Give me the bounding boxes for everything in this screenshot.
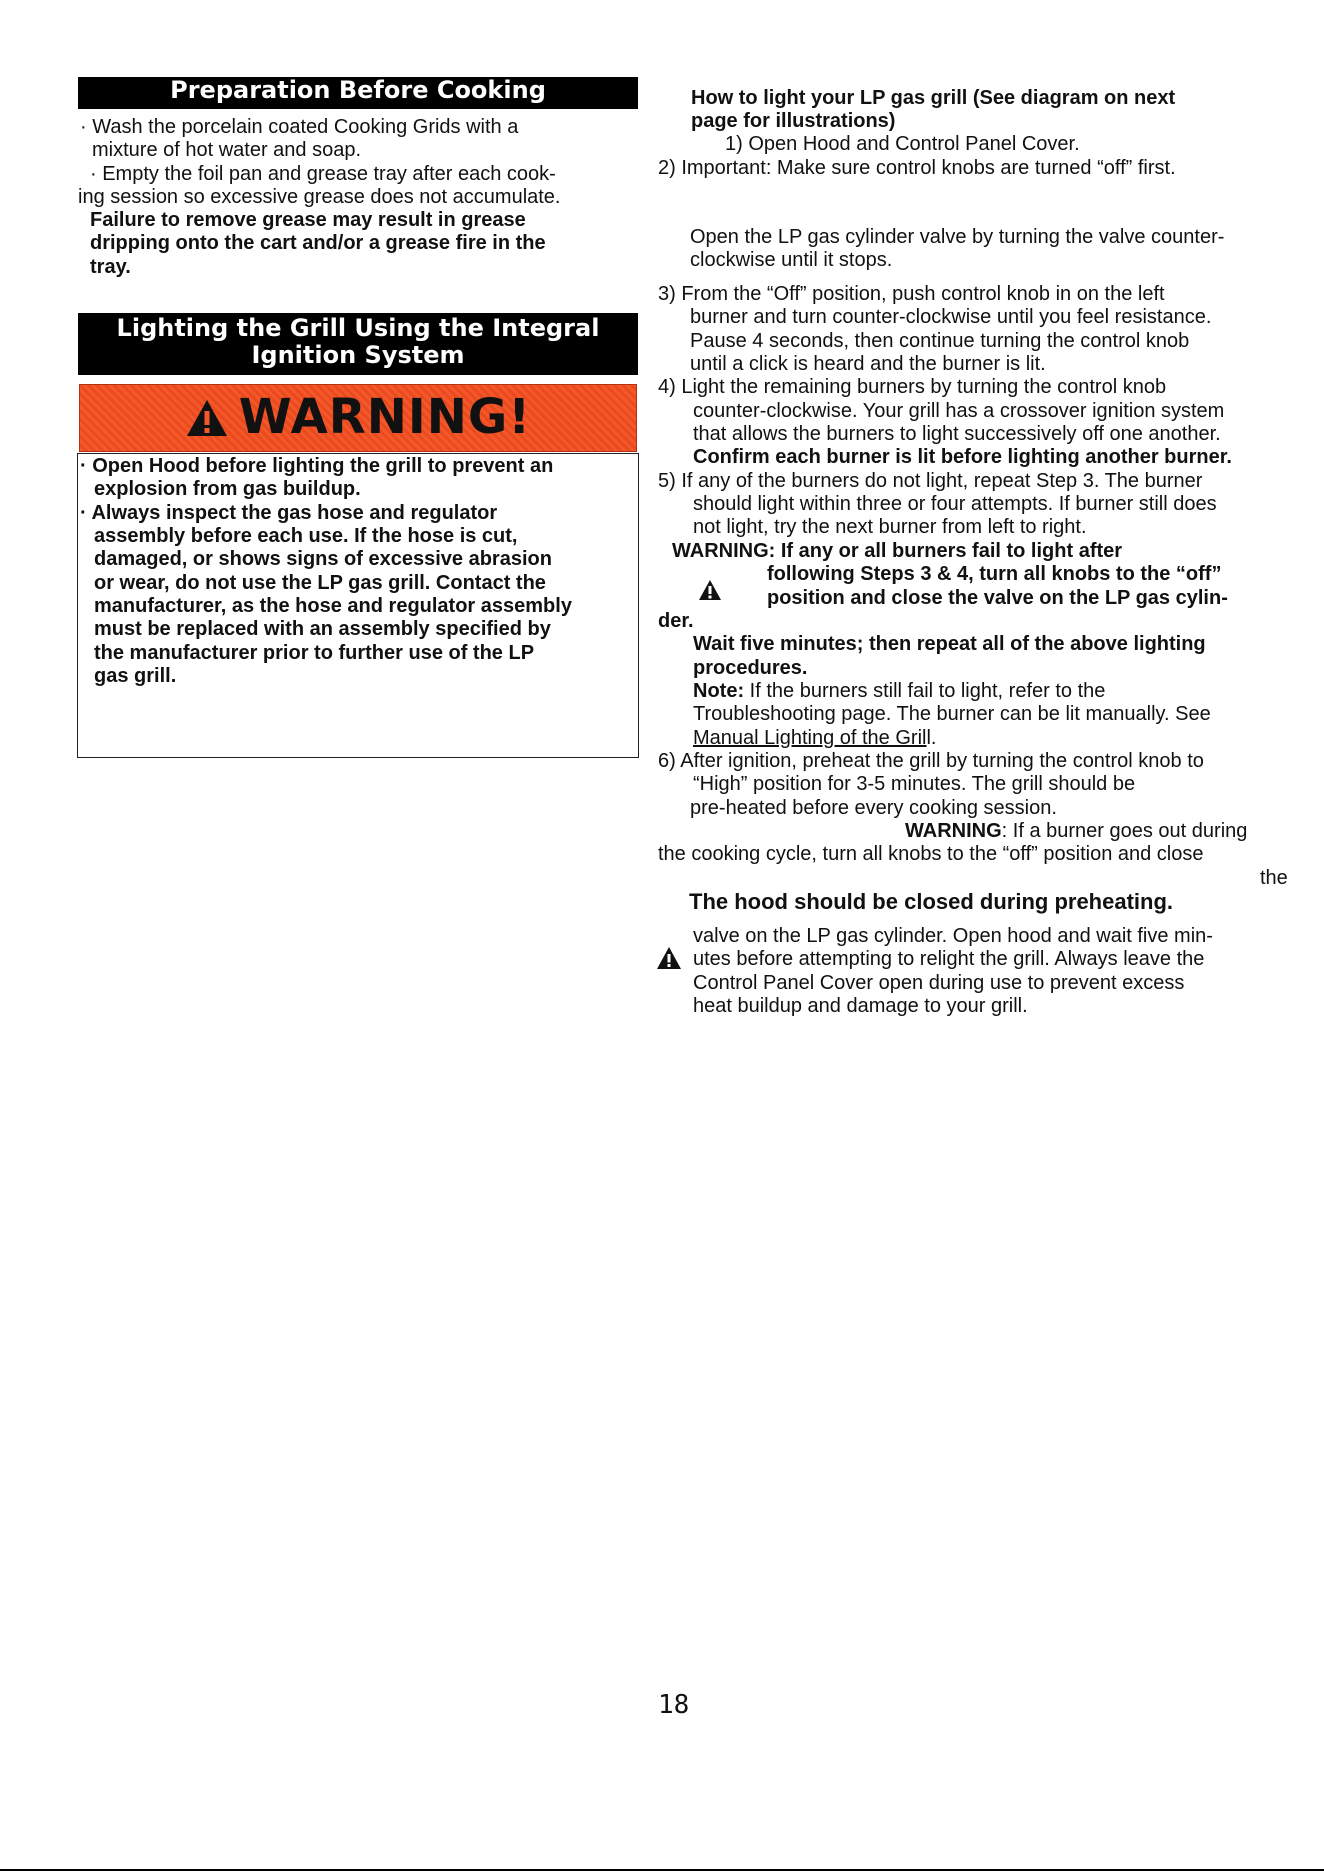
howto-heading: page for illustrations) (691, 110, 896, 132)
warning-box-line: gas grill. (94, 665, 177, 687)
step-4-line: that allows the burners to light successively off one another. (693, 423, 1221, 445)
prep-line: · Wash the porcelain coated Cooking Grids with a (80, 116, 519, 138)
step-6-line: 6) After ignition, preheat the grill by turning the control knob to (658, 750, 1204, 772)
warning-box-line: the manufacturer prior to further use of the LP (94, 642, 535, 664)
lighting-header (78, 313, 638, 375)
lighting-header-line: Ignition System (251, 341, 465, 369)
prep-bold-line: tray. (90, 256, 131, 278)
step-5-line: should light within three or four attempts. If burner still does (693, 493, 1217, 515)
hood-closed-note: The hood should be closed during preheating. (689, 889, 1174, 914)
prep-bold-line: Failure to remove grease may result in grease (90, 209, 526, 231)
step-5-line: not light, try the next burner from left to right. (693, 516, 1087, 538)
warning-2-text: : If a burner goes out during (1001, 820, 1248, 842)
warning-box-line: explosion from gas buildup. (94, 478, 361, 500)
valve-2-line: utes before attempting to relight the grill. Always leave the (693, 948, 1205, 970)
warning-2-line (905, 820, 1247, 843)
warning-1-line: position and close the valve on the LP gas cylin- (767, 587, 1228, 609)
note-label: Note: (693, 680, 745, 702)
step-3-line: Pause 4 seconds, then continue turning the control knob (690, 330, 1190, 352)
warning-box-line: must be replaced with an assembly specified by (94, 618, 551, 640)
valve-2-line: heat buildup and damage to your grill. (693, 995, 1028, 1017)
step-4-line: 4) Light the remaining burners by turning the control knob (658, 376, 1167, 398)
note-line: Troubleshooting page. The burner can be lit manually. See (693, 703, 1211, 725)
valve-2-line: valve on the LP gas cylinder. Open hood and wait five min- (693, 925, 1213, 947)
step-2: 2) Important: Make sure control knobs are turned “off” first. (658, 157, 1176, 179)
note-line (693, 680, 1105, 703)
prep-bold-line: dripping onto the cart and/or a grease fire in the (90, 232, 546, 254)
step-6-line: pre-heated before every cooking session. (690, 797, 1057, 819)
warning-1-line: WARNING: If any or all burners fail to light after (672, 540, 1123, 562)
warning-box-line: manufacturer, as the hose and regulator assembly (94, 595, 572, 617)
warning-1-line: der. (658, 610, 694, 632)
wait-line: procedures. (693, 657, 808, 679)
note-text: If the burners still fail to light, refer to the (744, 680, 1106, 702)
valve-line: clockwise until it stops. (690, 249, 893, 271)
bottom-rule (0, 1869, 1324, 1871)
warning-banner (79, 384, 637, 452)
prep-line: mixture of hot water and soap. (92, 139, 362, 161)
note-line (693, 727, 936, 750)
warning-2-line: the (1260, 867, 1288, 889)
step-3-line: 3) From the “Off” position, push control knob in on the left (658, 283, 1165, 305)
step-4-bold: Confirm each burner is lit before lighting another burner. (693, 446, 1232, 468)
warning-1-line: following Steps 3 & 4, turn all knobs to the “off” (767, 563, 1222, 585)
warning-banner-text: WARNING! (238, 389, 532, 446)
warning-triangle-icon (185, 398, 229, 438)
page-number: 18 (658, 1690, 690, 1720)
valve-2-line: Control Panel Cover open during use to prevent excess (693, 972, 1185, 994)
howto-heading: How to light your LP gas grill (See diagram on next (691, 87, 1176, 109)
lighting-header-line: Lighting the Grill Using the Integral (116, 314, 600, 342)
step-4-line: counter-clockwise. Your grill has a crossover ignition system (693, 400, 1225, 422)
manual-lighting-link[interactable]: Manual Lighting of the Gril (693, 727, 927, 749)
step-3-line: until a click is heard and the burner is lit. (690, 353, 1046, 375)
prep-header: Preparation Before Cooking (78, 77, 638, 109)
step-1: 1) Open Hood and Control Panel Cover. (725, 133, 1080, 155)
prep-line: · Empty the foil pan and grease tray after each cook- (90, 163, 556, 185)
warning-box-line: · Open Hood before lighting the grill to prevent an (80, 455, 554, 477)
prep-line: ing session so excessive grease does not accumulate. (78, 186, 561, 208)
warning-box-line: damaged, or shows signs of excessive abrasion (94, 548, 552, 570)
step-5-line: 5) If any of the burners do not light, repeat Step 3. The burner (658, 470, 1203, 492)
warning-2-line: the cooking cycle, turn all knobs to the “off” position and close (658, 843, 1204, 865)
note-link-tail: l. (926, 727, 937, 749)
warning-triangle-icon (698, 579, 722, 601)
step-6-line: “High” position for 3-5 minutes. The grill should be (693, 773, 1136, 795)
warning-triangle-icon (656, 946, 682, 970)
wait-line: Wait five minutes; then repeat all of the above lighting (693, 633, 1206, 655)
warning-box-line: assembly before each use. If the hose is cut, (94, 525, 518, 547)
warning-2-label: WARNING (905, 820, 1002, 842)
step-3-line: burner and turn counter-clockwise until you feel resistance. (690, 306, 1212, 328)
warning-box-line: or wear, do not use the LP gas grill. Contact the (94, 572, 546, 594)
valve-line: Open the LP gas cylinder valve by turning the valve counter- (690, 226, 1225, 248)
warning-box-line: · Always inspect the gas hose and regulator (80, 502, 498, 524)
